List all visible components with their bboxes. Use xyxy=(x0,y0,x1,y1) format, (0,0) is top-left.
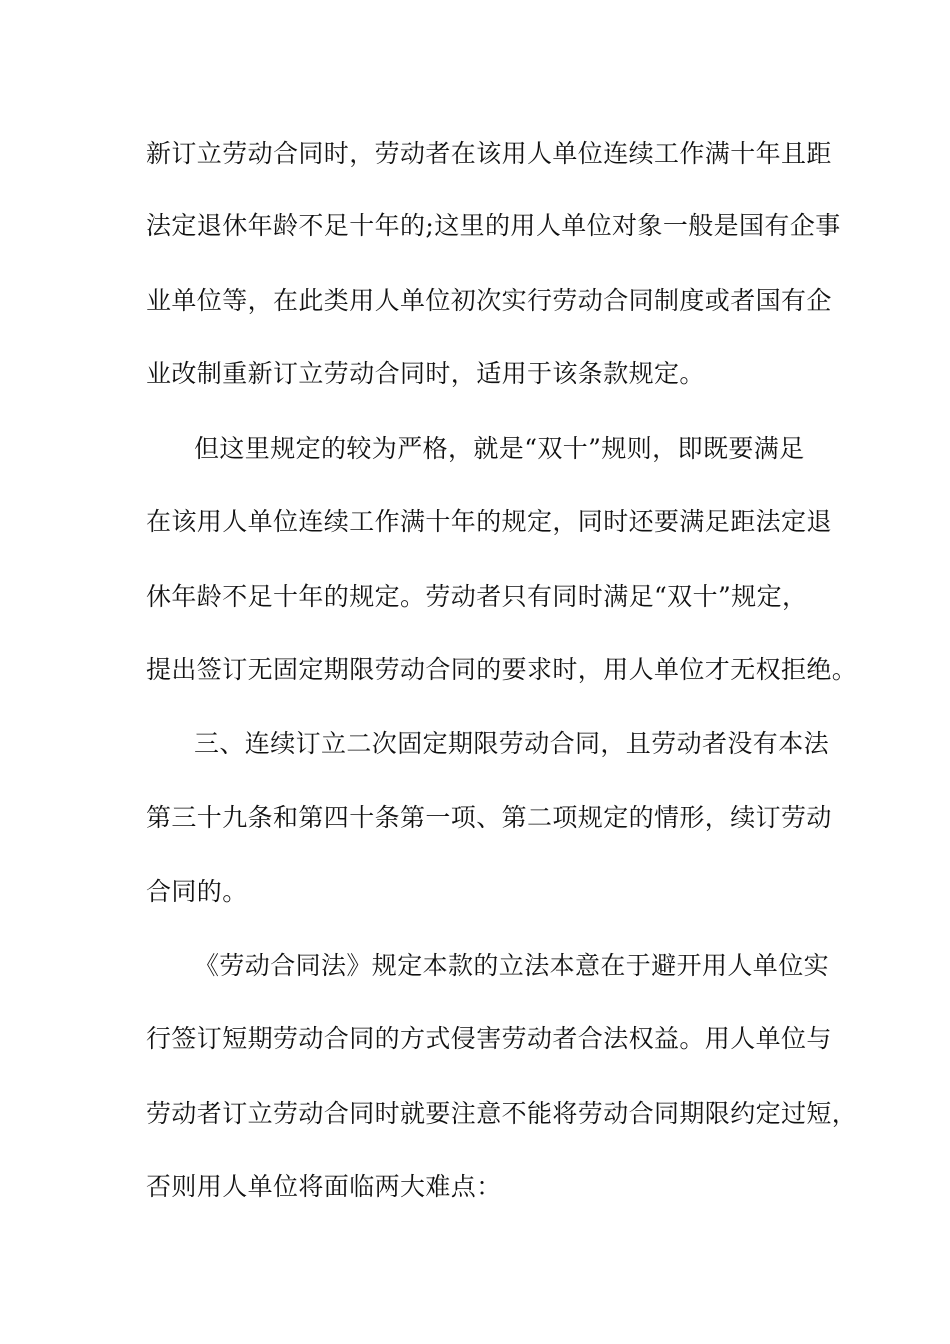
paragraph-first-line: 《劳动合同法》规定本款的立法本意在于避开用人单位实 xyxy=(194,951,830,980)
text-line: 否则用人单位将面临两大难点： xyxy=(146,1172,502,1201)
text-line: 在该用人单位连续工作满十年的规定，同时还要满足距法定退 xyxy=(146,507,832,536)
text-line: 劳动者订立劳动合同时就要注意不能将劳动合同期限约定过短， xyxy=(146,1099,858,1128)
text-line: 业单位等，在此类用人单位初次实行劳动合同制度或者国有企 xyxy=(146,286,832,315)
text-line: 行签订短期劳动合同的方式侵害劳动者合法权益。用人单位与 xyxy=(146,1024,832,1053)
text-line: 第三十九条和第四十条第一项、第二项规定的情形，续订劳动 xyxy=(146,803,832,832)
text-line: 法定退休年龄不足十年的;这里的用人单位对象一般是国有企事 xyxy=(146,211,841,240)
text-line: 提出签订无固定期限劳动合同的要求时，用人单位才无权拒绝。 xyxy=(146,655,858,684)
text-line: 合同的。 xyxy=(146,877,248,906)
text-line: 休年龄不足十年的规定。劳动者只有同时满足“双十”规定， xyxy=(146,582,808,611)
paragraph-first-line: 三、连续订立二次固定期限劳动合同，且劳动者没有本法 xyxy=(194,729,830,758)
text-line: 新订立劳动合同时，劳动者在该用人单位连续工作满十年且距 xyxy=(146,139,832,168)
text-line: 业改制重新订立劳动合同时，适用于该条款规定。 xyxy=(146,359,705,388)
paragraph-first-line: 但这里规定的较为严格，就是“双十”规则，即既要满足 xyxy=(194,434,805,463)
